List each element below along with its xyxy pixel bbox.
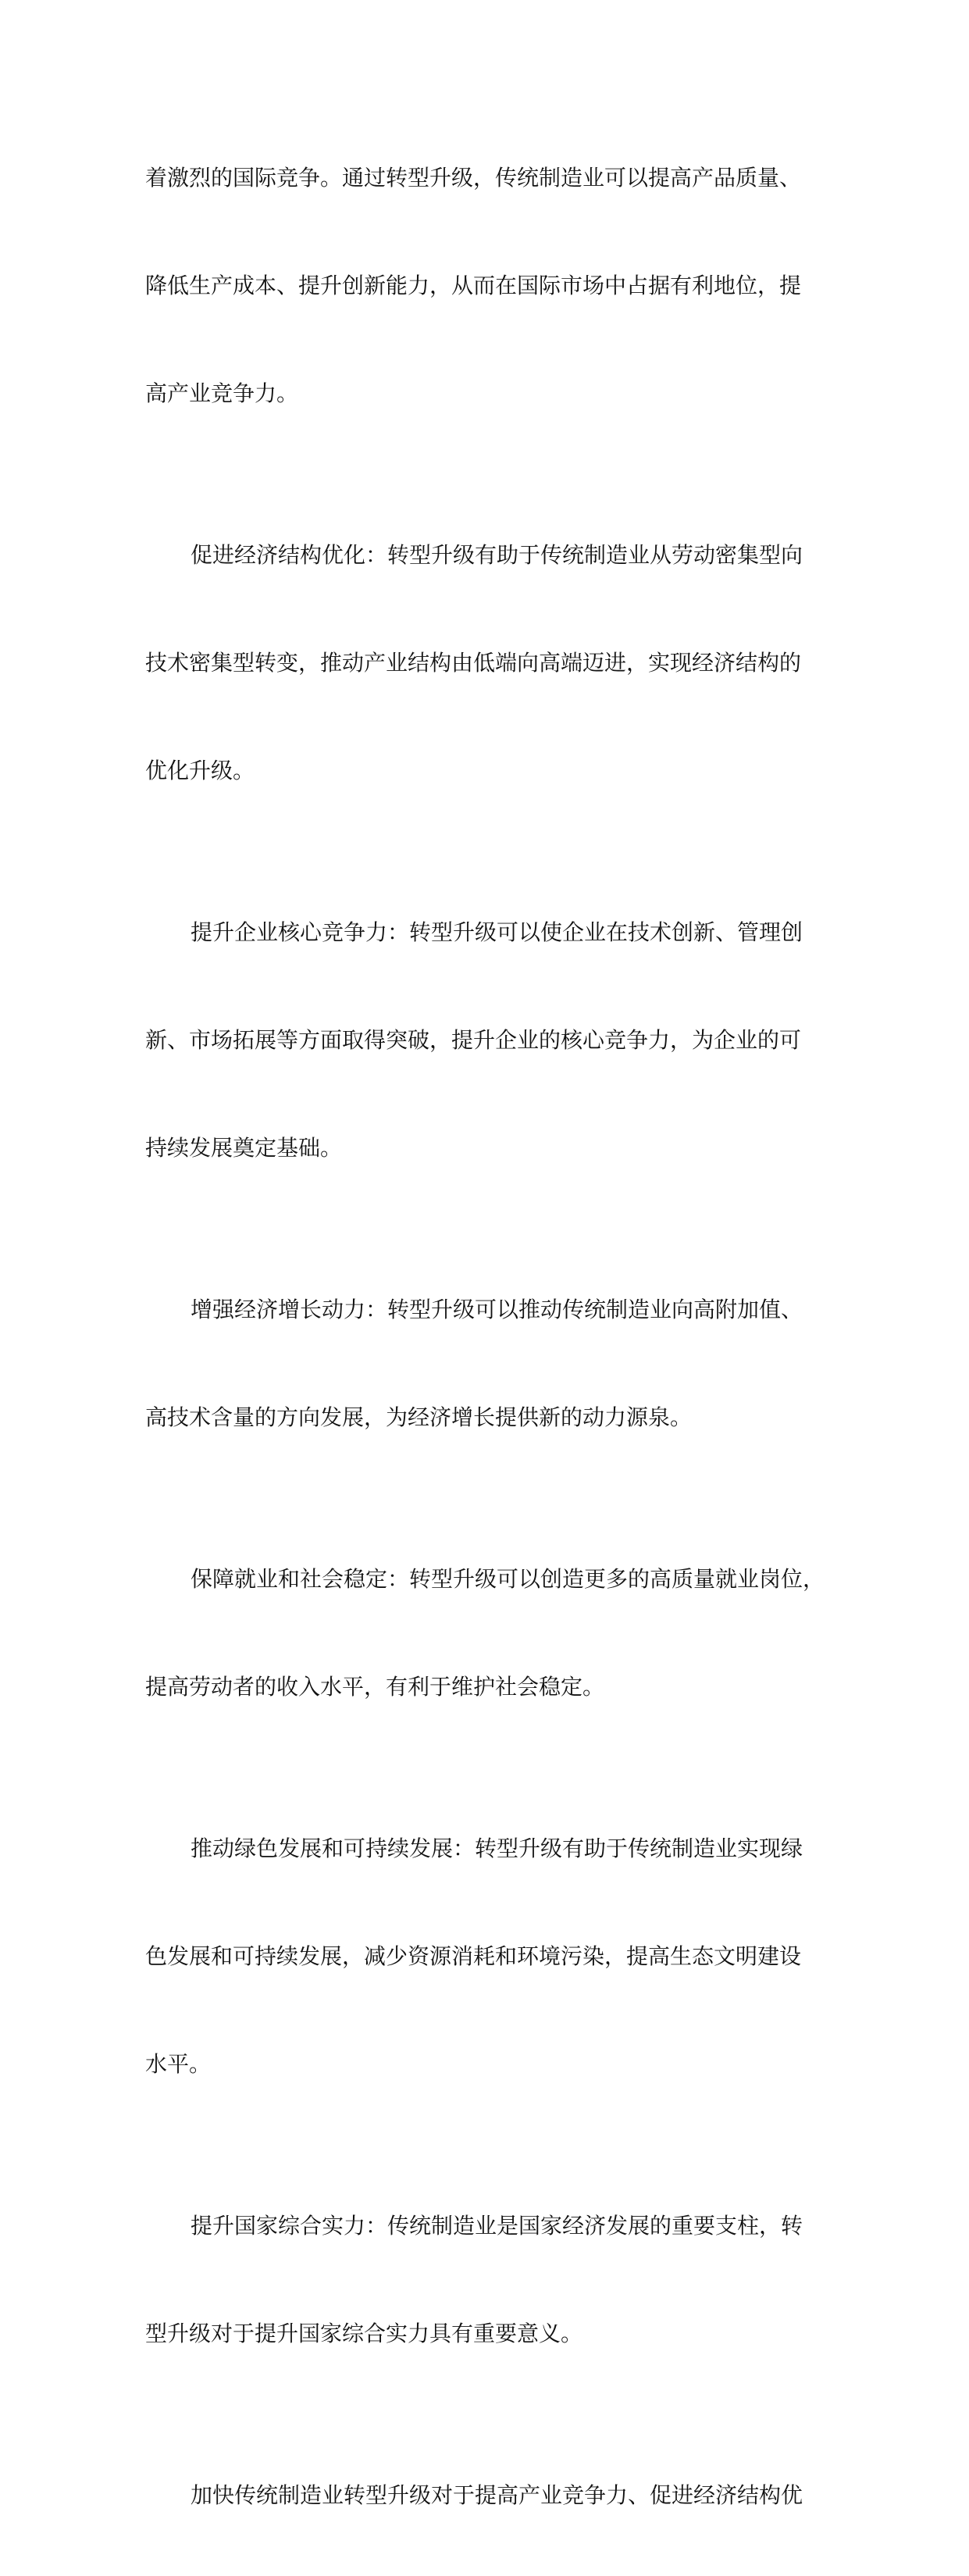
paragraph-growth-momentum — [145, 1229, 825, 1498]
paragraph-employment-stability — [145, 1498, 825, 1768]
document-body — [145, 97, 825, 2576]
text-line: 提升国家综合实力：传统制造业是国家经济发展的重要支柱，转 — [191, 2213, 803, 2239]
text-line: 持续发展奠定基础。 — [145, 1135, 343, 1161]
text-line: 促进经济结构优化：转型升级有助于传统制造业从劳动密集型向 — [191, 542, 803, 568]
text-line: 优化升级。 — [145, 758, 255, 783]
text-line: 推动绿色发展和可持续发展：转型升级有助于传统制造业实现绿 — [191, 1836, 803, 1861]
text-line: 新、市场拓展等方面取得突破，提升企业的核心竞争力，为企业的可 — [145, 1027, 802, 1053]
text-line: 提升企业核心竞争力：转型升级可以使企业在技术创新、管理创 — [191, 919, 803, 945]
text-line: 降低生产成本、提升创新能力，从而在国际市场中占据有利地位，提 — [145, 273, 802, 298]
text-line: 技术密集型转变，推动产业结构由低端向高端迈进，实现经济结构的 — [145, 650, 802, 676]
paragraph-national-strength — [145, 2145, 825, 2414]
text-line: 保障就业和社会稳定：转型升级可以创造更多的高质量就业岗位， — [191, 1566, 825, 1592]
text-line: 提高劳动者的收入水平，有利于维护社会稳定。 — [145, 1674, 605, 1700]
paragraph-continuation — [145, 97, 825, 474]
paragraph-green-development — [145, 1768, 825, 2145]
paragraph-economic-structure — [145, 474, 825, 851]
text-line: 高技术含量的方向发展，为经济增长提供新的动力源泉。 — [145, 1404, 693, 1430]
text-line: 加快传统制造业转型升级对于提高产业竞争力、促进经济结构优 — [191, 2482, 803, 2508]
text-line: 色发展和可持续发展，减少资源消耗和环境污染，提高生态文明建设 — [145, 1943, 802, 1969]
text-line: 着激烈的国际竞争。通过转型升级，传统制造业可以提高产品质量、 — [145, 165, 802, 191]
text-line: 高产业竞争力。 — [145, 380, 299, 406]
paragraph-core-competitiveness — [145, 851, 825, 1229]
text-line: 增强经济增长动力：转型升级可以推动传统制造业向高附加值、 — [191, 1297, 803, 1322]
text-line: 型升级对于提升国家综合实力具有重要意义。 — [145, 2321, 583, 2346]
paragraph-conclusion — [145, 2414, 825, 2576]
text-line: 水平。 — [145, 2051, 212, 2077]
